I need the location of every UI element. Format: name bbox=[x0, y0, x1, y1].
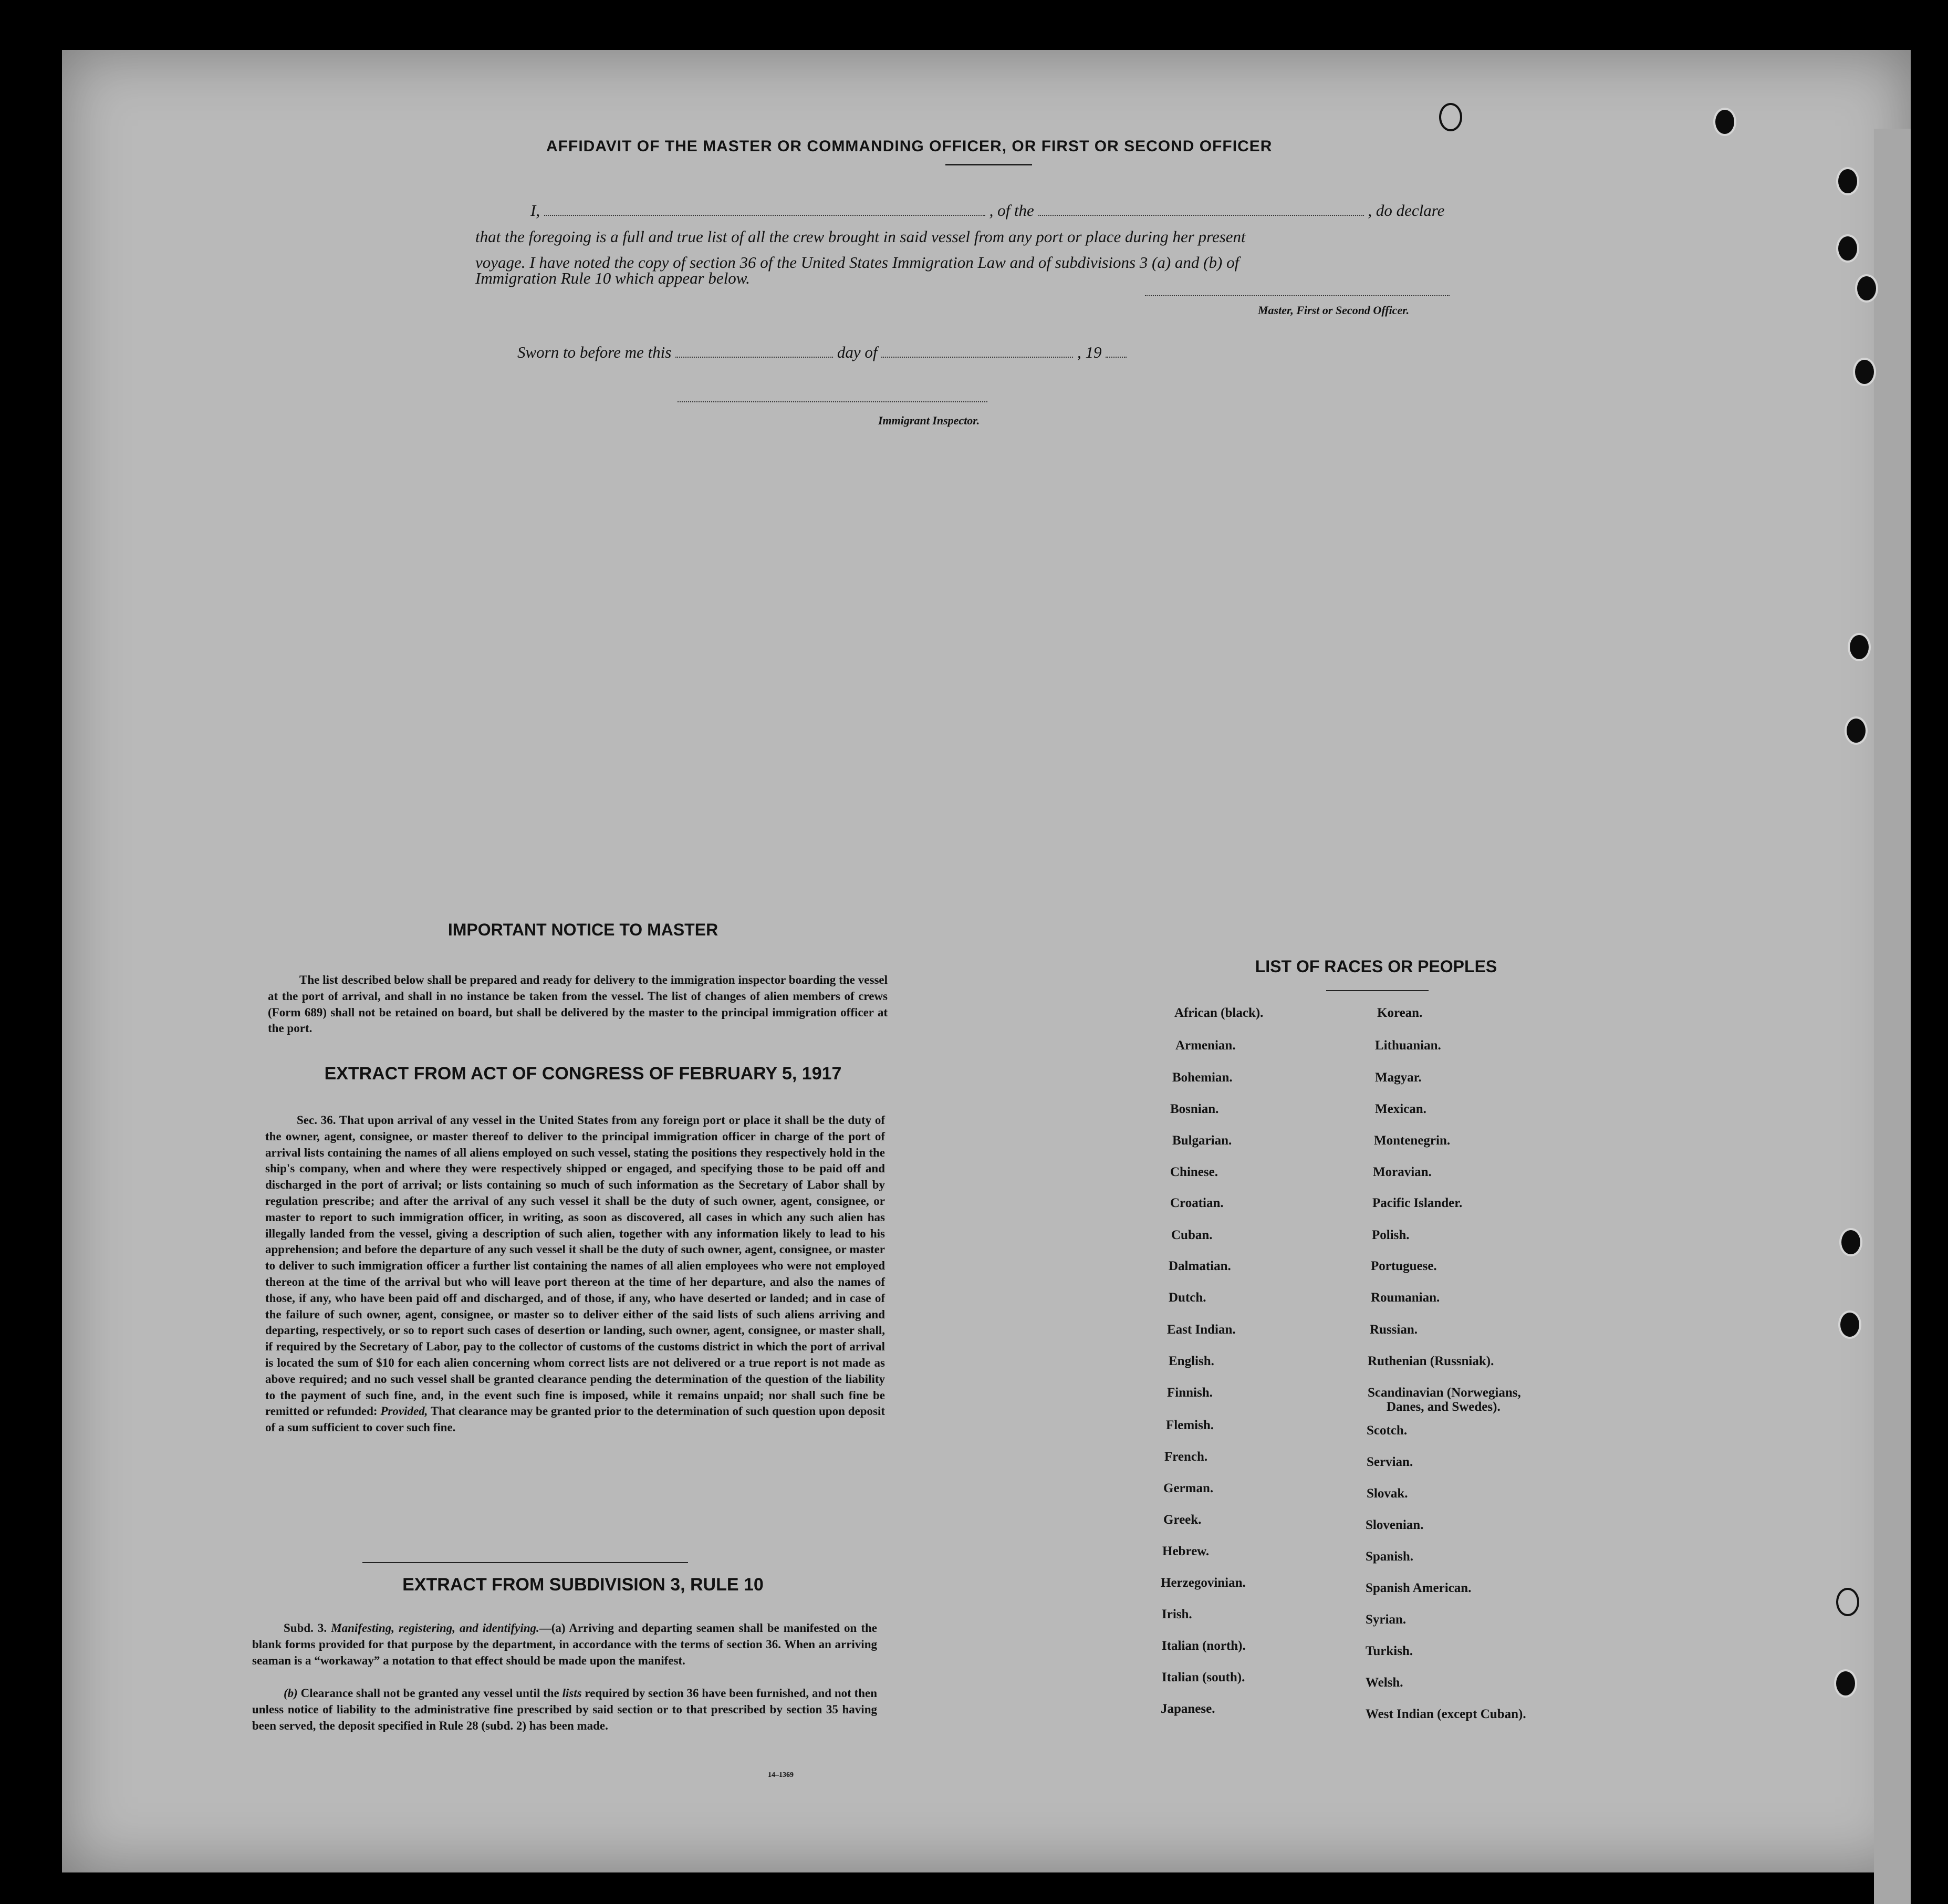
binder-hole bbox=[1845, 716, 1868, 745]
rule-title: EXTRACT FROM SUBDIVISION 3, RULE 10 bbox=[402, 1575, 764, 1595]
binder-hole bbox=[1855, 274, 1878, 303]
race-item: Montenegrin. bbox=[1374, 1133, 1451, 1148]
race-item: Turkish. bbox=[1366, 1644, 1413, 1658]
race-item: Scandinavian (Norwegians, bbox=[1368, 1386, 1521, 1400]
race-item: Cuban. bbox=[1171, 1228, 1213, 1242]
sworn-year-field[interactable] bbox=[1106, 345, 1127, 358]
binder-hole bbox=[1853, 358, 1876, 386]
binder-hole bbox=[1836, 234, 1859, 263]
binder-hole bbox=[1834, 1669, 1857, 1698]
binder-hole bbox=[1838, 1310, 1861, 1339]
race-item: Syrian. bbox=[1366, 1612, 1407, 1627]
sworn-day-field[interactable] bbox=[675, 345, 833, 358]
race-item: Finnish. bbox=[1167, 1386, 1213, 1400]
sworn-month-field[interactable] bbox=[881, 345, 1073, 358]
affidavit-text-line: voyage. I have noted the copy of section 36 of the United States Immigration Law and of subdivisions 3 (a) and (b) of bbox=[475, 253, 1239, 272]
act-title: EXTRACT FROM ACT OF CONGRESS OF FEBRUARY 5, 1917 bbox=[324, 1064, 842, 1084]
binder-hole bbox=[1836, 1588, 1859, 1616]
race-item: Slovenian. bbox=[1366, 1518, 1424, 1532]
race-item: Korean. bbox=[1377, 1006, 1423, 1020]
clause-b-label: (b) bbox=[284, 1687, 298, 1700]
race-item: German. bbox=[1163, 1481, 1214, 1495]
binder-hole bbox=[1713, 108, 1736, 136]
race-item: Bulgarian. bbox=[1172, 1133, 1232, 1148]
form-number: 14–1369 bbox=[768, 1771, 794, 1779]
title-rule bbox=[945, 164, 1032, 165]
subdivision-label: Subd. 3. bbox=[284, 1621, 327, 1635]
declare-text: , do declare bbox=[1368, 201, 1445, 220]
race-item: Portuguese. bbox=[1371, 1259, 1437, 1273]
inspector-signature-label: Immigrant Inspector. bbox=[878, 414, 980, 427]
race-item: Scotch. bbox=[1367, 1423, 1408, 1438]
master-signature-field[interactable] bbox=[1145, 284, 1450, 296]
race-item: Moravian. bbox=[1373, 1165, 1432, 1179]
race-item: Herzegovinian. bbox=[1161, 1576, 1246, 1590]
race-item: Roumanian. bbox=[1371, 1291, 1440, 1305]
race-item: Dutch. bbox=[1169, 1291, 1206, 1305]
day-of-text: day of bbox=[837, 343, 878, 361]
race-item: Bosnian. bbox=[1170, 1102, 1219, 1116]
notice-body: The list described below shall be prepared and ready for delivery to the immigration inspector boarding the vessel at the port of arrival, and shall in no instance be taken from the vessel. The list of changes of alien members of crews (Form 689) shall not be retained on board, but shall be delivered by the master to the principal immigration officer at the port. bbox=[268, 973, 888, 1035]
lists-word: lists bbox=[562, 1687, 582, 1700]
race-item: Japanese. bbox=[1161, 1702, 1215, 1716]
race-item: Dalmatian. bbox=[1169, 1259, 1231, 1273]
race-item: Italian (north). bbox=[1162, 1639, 1246, 1653]
section-divider bbox=[362, 1562, 688, 1563]
provided-label: Provided, bbox=[380, 1404, 428, 1418]
races-title: LIST OF RACES OR PEOPLES bbox=[1255, 957, 1497, 976]
race-item: Chinese. bbox=[1170, 1165, 1218, 1179]
race-item: Mexican. bbox=[1375, 1102, 1426, 1116]
race-item: Croatian. bbox=[1170, 1196, 1224, 1210]
race-item: Polish. bbox=[1372, 1228, 1410, 1242]
race-item: Irish. bbox=[1162, 1607, 1192, 1621]
sworn-prefix: Sworn to before me this bbox=[517, 343, 672, 361]
rule-text-a: —(a) Arriving and departing seamen shall be manifested on the blank forms provided for that purpose by the department, in accordance with the terms of section 36. When an arriving seaman is a “workaway” a notation to that effect should be made upon the manifest. bbox=[252, 1621, 878, 1667]
race-item: French. bbox=[1164, 1450, 1208, 1464]
race-item: African (black). bbox=[1174, 1006, 1264, 1020]
affidavit-text-line: that the foregoing is a full and true list of all the crew brought in said vessel from any port or place during her present bbox=[475, 227, 1246, 246]
race-item: English. bbox=[1169, 1354, 1214, 1368]
race-item: Greek. bbox=[1163, 1513, 1202, 1527]
race-item: Magyar. bbox=[1375, 1070, 1422, 1085]
race-item: West Indian (except Cuban). bbox=[1366, 1707, 1526, 1721]
declarant-prefix: I, bbox=[530, 201, 540, 220]
document-page bbox=[62, 50, 1911, 1872]
race-item: Slovak. bbox=[1367, 1486, 1408, 1501]
race-item: Bohemian. bbox=[1172, 1070, 1233, 1085]
rule-para-b bbox=[252, 1685, 877, 1734]
rule-text-b1: Clearance shall not be granted any vessel until the bbox=[300, 1687, 559, 1700]
affidavit-text-line: Immigration Rule 10 which appear below. bbox=[475, 269, 750, 287]
sworn-line bbox=[517, 343, 1127, 362]
declarant-name-field[interactable] bbox=[544, 203, 985, 216]
binder-hole bbox=[1439, 103, 1462, 131]
binder-hole bbox=[1836, 167, 1859, 195]
race-item: Servian. bbox=[1367, 1455, 1413, 1469]
race-item-continuation: Danes, and Swedes). bbox=[1387, 1400, 1501, 1414]
declaration-line bbox=[530, 201, 1444, 220]
act-text: That upon arrival of any vessel in the United States from any foreign port or place it shall be the duty of the owner, agent, consignee, or master thereof to deliver to the principal immigration officer in charge of the port of arrival lists containing the names of all aliens employed on such vessel, stating the positions they respectively hold in the ship's company, when and where they were respectively shipped or engaged, and specifying those to be paid off and discharged in the port of arrival; or lists containing so much of such information as the Secretary of Labor shall by regulation prescribe; and after the arrival of any such vessel it shall be the duty of such owner, agent, consignee, or master to report to such immigration officer, in writing, as soon as discovered, all cases in which any such alien has illegally landed from the vessel, giving a description of such alien, together with any information likely to lead to his apprehension; and before the departure of any such vessel it shall be the duty of such owner, agent, consignee, or master to deliver to such immigration officer a further list containing the names of all alien employees who were not employed thereon at the time of the arrival but who will leave port thereon at the time of her departure, and also the names of those, if any, who have been paid off and discharged, and of those, if any, who have deserted or landed; and in case of the failure of such owner, agent, consignee, or master so to deliver either of the said lists of such aliens arriving and departing, respectively, or so to report such cases of desertion or landing, such owner, agent, consignee, or master shall, if required by the Secretary of Labor, pay to the collector of customs of the customs district in which the port of arrival is located the sum of $10 for each alien concerning whom correct lists are not delivered or a true report is not made as above required; and no such vessel shall be granted clearance pending the determination of the question of the liability to the payment of such fine, and, in the event such fine is imposed, while it remains unpaid; nor shall such fine be remitted or refunded: bbox=[265, 1114, 885, 1418]
section-label: Sec. 36. bbox=[297, 1114, 336, 1127]
rule-text-b2: required by section 36 have been furnished, and not then unless notice of liability to the administrative fine prescribed by said section or to that prescribed by section 35 having been served, the deposit specified in Rule 28 (subd. 2) has been made. bbox=[252, 1687, 878, 1732]
year-prefix: , 19 bbox=[1077, 343, 1102, 361]
race-item: Lithuanian. bbox=[1375, 1038, 1441, 1053]
race-item: Russian. bbox=[1370, 1323, 1418, 1337]
race-item: Pacific Islander. bbox=[1372, 1196, 1463, 1210]
races-title-rule bbox=[1326, 990, 1429, 991]
race-item: Ruthenian (Russniak). bbox=[1368, 1354, 1494, 1368]
race-item: Spanish. bbox=[1366, 1549, 1414, 1564]
vessel-name-field[interactable] bbox=[1038, 203, 1364, 216]
page-edge bbox=[1874, 129, 1911, 1904]
race-item: Italian (south). bbox=[1162, 1670, 1245, 1684]
inspector-signature-field[interactable] bbox=[678, 390, 987, 402]
race-item: Welsh. bbox=[1366, 1676, 1403, 1690]
vessel-prefix: , of the bbox=[989, 201, 1034, 220]
race-item: Hebrew. bbox=[1162, 1544, 1210, 1558]
notice-title: IMPORTANT NOTICE TO MASTER bbox=[447, 920, 718, 939]
master-signature-label: Master, First or Second Officer. bbox=[1258, 304, 1410, 317]
affidavit-title: AFFIDAVIT OF THE MASTER OR COMMANDING OFFICER, OR FIRST OR SECOND OFFICER bbox=[546, 138, 1273, 155]
subdivision-heading: Manifesting, registering, and identifying. bbox=[331, 1621, 539, 1635]
rule-para-a bbox=[252, 1620, 877, 1669]
race-item: Armenian. bbox=[1175, 1038, 1236, 1053]
act-body bbox=[265, 1112, 885, 1436]
race-item: Flemish. bbox=[1166, 1418, 1214, 1432]
act-text-end: That clearance may be granted prior to the determination of such question upon deposit of a sum sufficient to cover such fine. bbox=[265, 1404, 885, 1434]
race-item: Spanish American. bbox=[1366, 1581, 1472, 1595]
binder-hole bbox=[1839, 1228, 1862, 1256]
binder-hole bbox=[1848, 633, 1871, 661]
race-item: East Indian. bbox=[1167, 1323, 1236, 1337]
